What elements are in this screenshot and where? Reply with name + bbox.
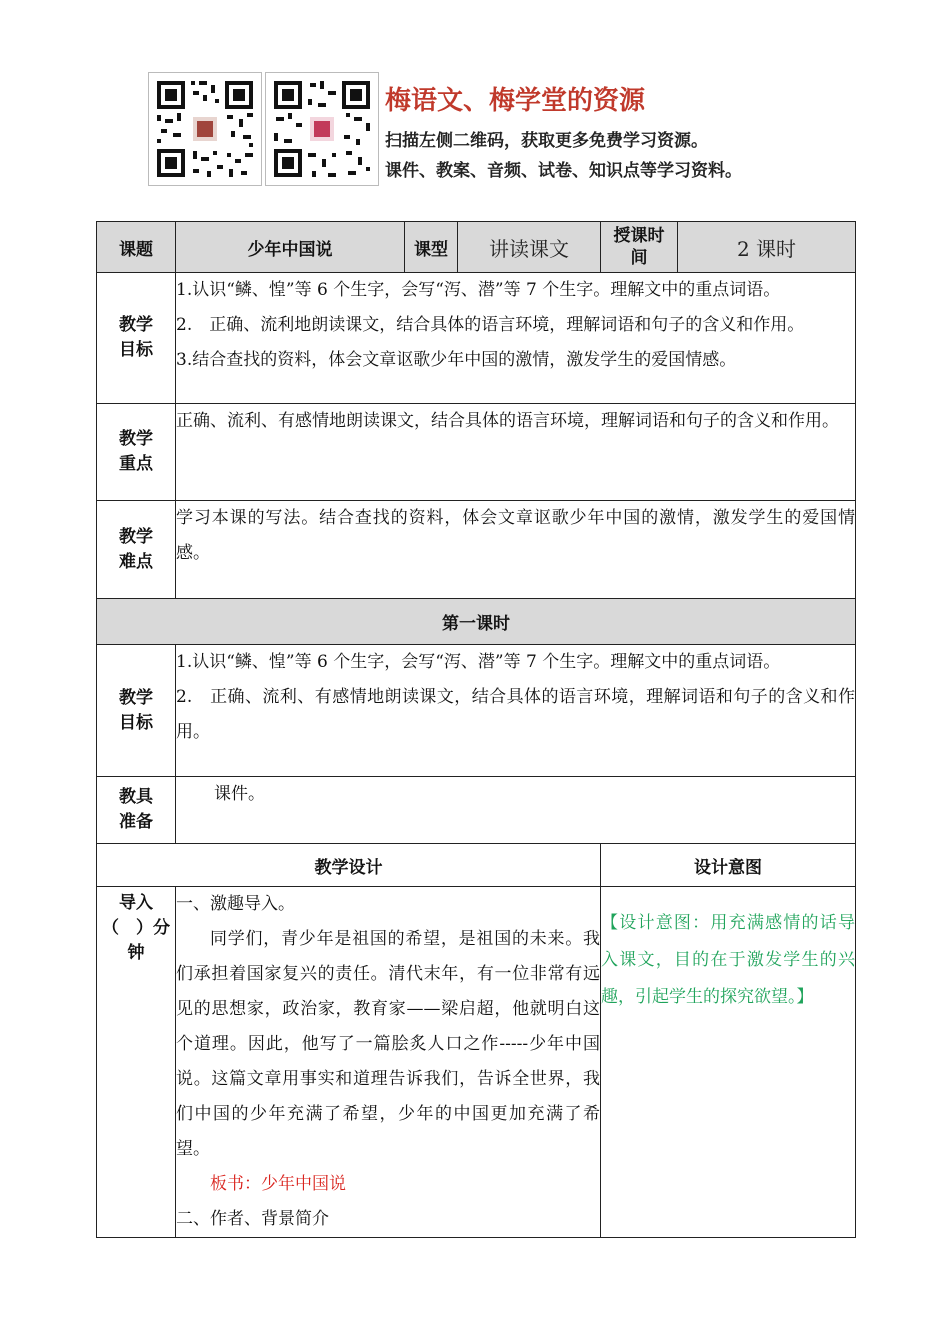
qr-code-1[interactable] <box>148 72 262 186</box>
goals-label: 教学目标 <box>97 273 176 404</box>
time-value: 2 课时 <box>678 222 856 273</box>
tools-label: 教具准备 <box>97 777 176 844</box>
lesson1-goals-label: 教学目标 <box>97 645 176 777</box>
qr-code-icon <box>266 73 378 185</box>
key-points-label: 教学重点 <box>97 404 176 501</box>
intent-content <box>601 887 856 1238</box>
lesson-plan-table <box>96 221 856 1238</box>
goals-row <box>97 273 856 404</box>
qr-code-2[interactable] <box>265 72 379 186</box>
intent-header: 设计意图 <box>601 844 856 887</box>
lesson1-goals-row <box>97 645 856 777</box>
step-time-label <box>97 887 176 1238</box>
step-label-suffix: 钟 <box>127 943 145 963</box>
step1-row <box>97 887 856 1238</box>
brand-tagline-2: 课件、教案、音频、试卷、知识点等学习资料。 <box>385 161 742 181</box>
lesson1-goals-content <box>176 645 856 777</box>
goal-item: 2. 正确、流利地朗读课文，结合具体的语言环境，理解词语和句子的含义和作用。 <box>176 315 805 335</box>
board-note: 板书：少年中国说 <box>210 1174 346 1194</box>
resource-header <box>148 72 828 187</box>
goals-content <box>176 273 856 404</box>
goal-item: 1.认识“鳞、惶”等 6 个生字，会写“泻、潜”等 7 个生字。理解文中的重点词语。 <box>176 652 781 672</box>
step2-title: 二、作者、背景简介 <box>176 1209 329 1229</box>
topic-value: 少年中国说 <box>176 222 405 273</box>
intent-text: 【设计意图：用充满感情的话导入课文，目的在于激发学生的兴趣，引起学生的探究欲望。】 <box>601 913 855 1007</box>
step1-title: 一、激趣导入。 <box>176 894 295 914</box>
design-header: 教学设计 <box>97 844 601 887</box>
brand-tagline-1: 扫描左侧二维码，获取更多免费学习资源。 <box>385 131 708 151</box>
tools-row <box>97 777 856 844</box>
difficulties-row <box>97 501 856 599</box>
type-label: 课型 <box>405 222 458 273</box>
info-row <box>97 222 856 273</box>
goal-item: 3.结合查找的资料，体会文章讴歌少年中国的激情，激发学生的爱国情感。 <box>176 350 737 370</box>
goal-item: 1.认识“鳞、惶”等 6 个生字，会写“泻、潜”等 7 个生字。理解文中的重点词语。 <box>176 280 781 300</box>
lesson1-title-row <box>97 599 856 645</box>
difficulties-label: 教学难点 <box>97 501 176 599</box>
topic-label: 课题 <box>97 222 176 273</box>
brand-title: 梅语文、梅学堂的资源 <box>385 86 646 116</box>
type-value: 讲读课文 <box>458 222 601 273</box>
key-points-row <box>97 404 856 501</box>
key-points-content: 正确、流利、有感情地朗读课文，结合具体的语言环境，理解词语和句子的含义和作用。 <box>176 404 856 501</box>
step-minutes: （ ）分 <box>102 918 170 938</box>
time-label: 授课时间 <box>601 222 678 273</box>
difficulties-content: 学习本课的写法。结合查找的资料，体会文章讴歌少年中国的激情，激发学生的爱国情感。 <box>176 501 856 599</box>
design-header-row <box>97 844 856 887</box>
step1-text: 同学们，青少年是祖国的希望，是祖国的未来。我们承担着国家复兴的责任。清代末年，有一位非常有远见的思想家，政治家，教育家——梁启超，他就明白这个道理。因此，他写了一篇脍炙人口之作-----少年中国说。这篇文章用事实和道理告诉我们，告诉全世界，我们中国的少年充满了希望，少年的中国更加充满了希望。 <box>176 929 600 1159</box>
step1-content <box>176 887 601 1238</box>
lesson1-title: 第一课时 <box>97 599 856 645</box>
goal-item: 2. 正确、流利、有感情地朗读课文，结合具体的语言环境，理解词语和句子的含义和作用。 <box>176 687 855 742</box>
qr-code-icon <box>149 73 261 185</box>
step-label: 导入 <box>119 893 153 913</box>
tools-content: 课件。 <box>176 777 856 844</box>
